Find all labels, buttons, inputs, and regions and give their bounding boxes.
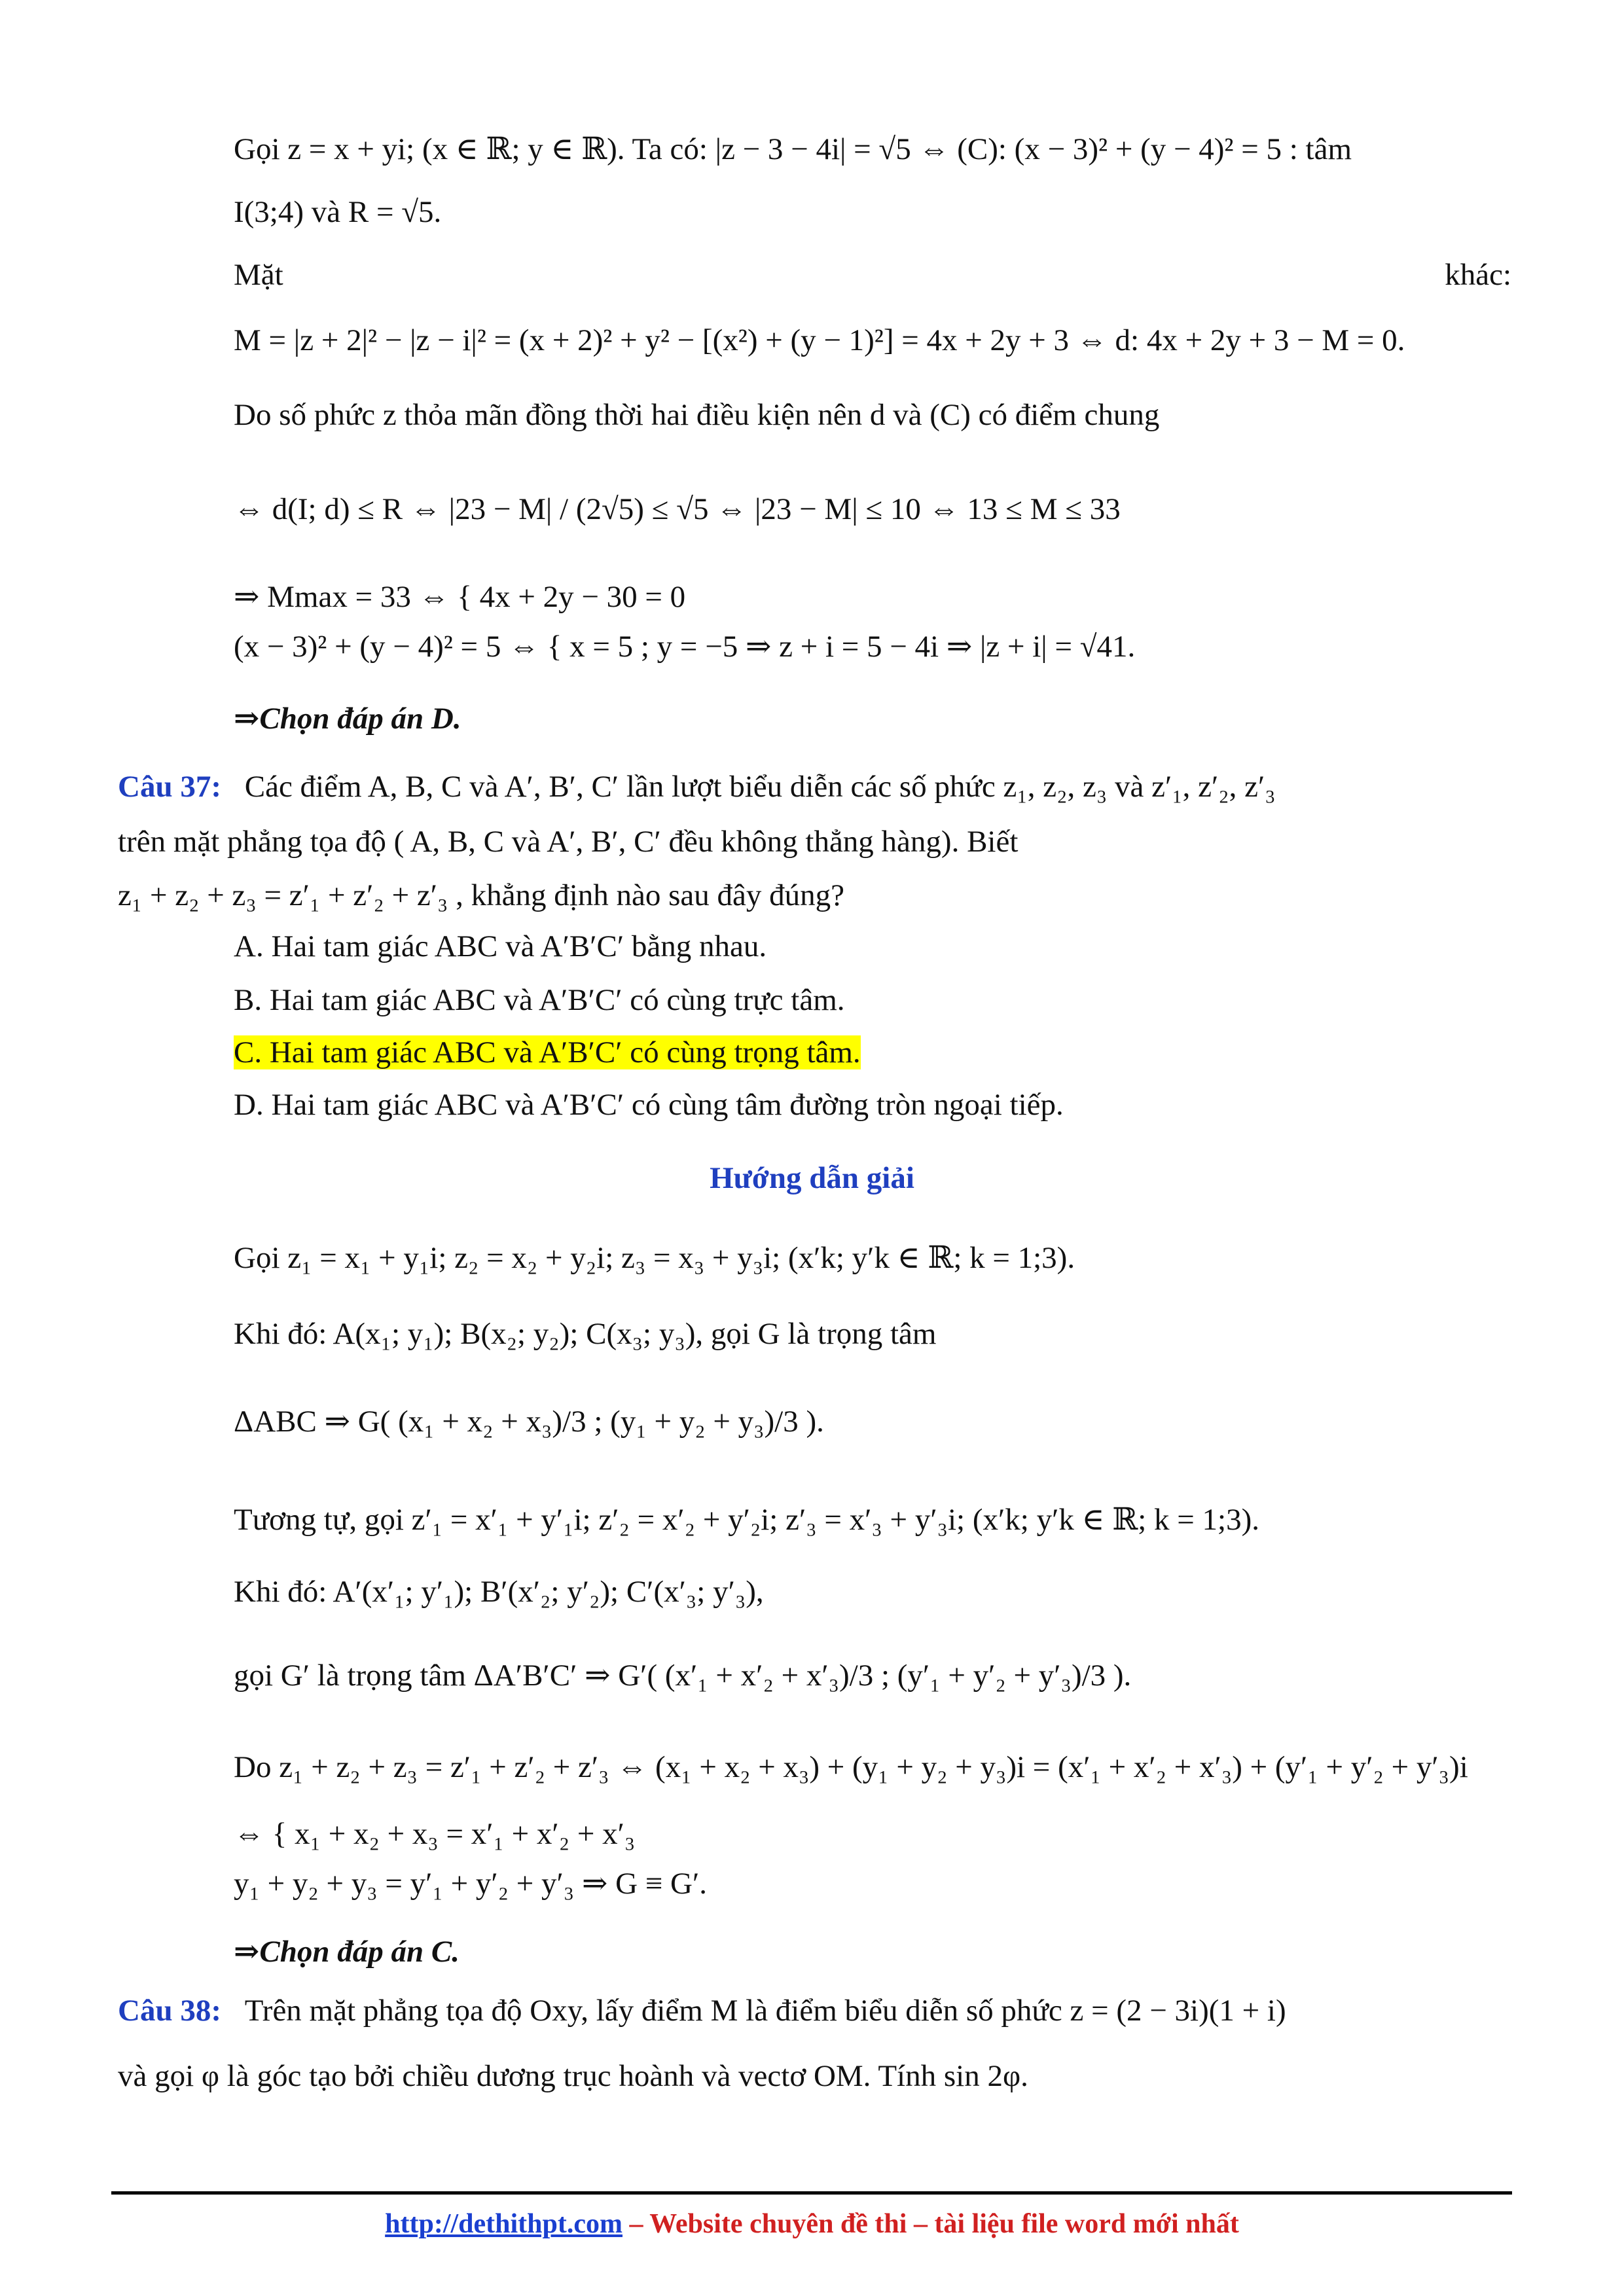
question-text: trên mặt phẳng tọa độ ( A, B, C và A′, B′, C′ đều không thẳng hàng). Biết (118, 825, 1019, 859)
solution-line: ΔABC ⇒ G( (x₁ + x₂ + x₃)/3 ; (y₁ + y₂ + y₃)/3 ). (234, 1405, 824, 1439)
solution-heading: Hướng dẫn giải (710, 1161, 914, 1195)
solution-line: Do số phức z thỏa mãn đồng thời hai điều kiện nên d và (C) có điểm chung (234, 398, 1160, 432)
correct-option-highlight: C. Hai tam giác ABC và A′B′C′ có cùng trọng tâm. (234, 1035, 861, 1069)
solution-line: gọi G′ là trọng tâm ΔA′B′C′ ⇒ G′( (x′₁ + x′₂ + x′₃)/3 ; (y′₁ + y′₂ + y′₃)/3 ). (234, 1659, 1132, 1693)
question-label: Câu 37: (118, 770, 221, 804)
solution-word: khác: (1445, 258, 1511, 292)
question-text: z₁ + z₂ + z₃ = z′₁ + z′₂ + z′₃ , khẳng định nào sau đây đúng? (118, 878, 845, 912)
option-c (234, 1031, 861, 1073)
solution-line: ⇔ d(I; d) ≤ R ⇔ |23 − M| / (2√5) ≤ √5 ⇔ |23 − M| ≤ 10 ⇔ 13 ≤ M ≤ 33 (234, 492, 1121, 526)
solution-line: M = |z + 2|² − |z − i|² = (x + 2)² + y² − [(x²) + (y − 1)²] = 4x + 2y + 3 ⇔ d: 4x + 2y + 3 − M = 0. (234, 323, 1405, 357)
answer-choice-line: ⇒Chọn đáp án C. (234, 1935, 460, 1969)
solution-word: Mặt (234, 258, 283, 292)
footer-link[interactable]: http://dethithpt.com (385, 2209, 623, 2239)
question-38-line (118, 1990, 1286, 2032)
question-label: Câu 38: (118, 1994, 221, 2028)
solution-line: Tương tự, gọi z′₁ = x′₁ + y′₁i; z′₂ = x′₂ + y′₂i; z′₃ = x′₃ + y′₃i; (x′k; y′k ∈ ℝ; k = 1;3). (234, 1503, 1259, 1537)
question-text: Các điểm A, B, C và A′, B′, C′ lần lượt biểu diễn các số phức z₁, z₂, z₃ và z′₁, z′₂, z′₃ (244, 770, 1276, 804)
solution-line: Gọi z₁ = x₁ + y₁i; z₂ = x₂ + y₂i; z₃ = x₃ + y₃i; (x′k; y′k ∈ ℝ; k = 1;3). (234, 1241, 1075, 1275)
footer-divider (111, 2191, 1512, 2195)
solution-line: Khi đó: A(x₁; y₁); B(x₂; y₂); C(x₃; y₃), gọi G là trọng tâm (234, 1317, 937, 1351)
solution-line: Khi đó: A′(x′₁; y′₁); B′(x′₂; y′₂); C′(x′₃; y′₃), (234, 1575, 764, 1609)
solution-line: (x − 3)² + (y − 4)² = 5 ⇔ { x = 5 ; y = −5 ⇒ z + i = 5 − 4i ⇒ |z + i| = √41. (234, 630, 1136, 664)
solution-line: ⇔ { x₁ + x₂ + x₃ = x′₁ + x′₂ + x′₃ (234, 1817, 636, 1851)
question-text: và gọi φ là góc tạo bởi chiều dương trục hoành và vectơ OM. Tính sin 2φ. (118, 2059, 1028, 2093)
page-footer (0, 2206, 1624, 2242)
solution-line: ⇒ Mmax = 33 ⇔ { 4x + 2y − 30 = 0 (234, 580, 686, 614)
option-b: B. Hai tam giác ABC và A′B′C′ có cùng trực tâm. (234, 983, 845, 1017)
option-d: D. Hai tam giác ABC và A′B′C′ có cùng tâm đường tròn ngoại tiếp. (234, 1088, 1064, 1122)
footer-text: – Website chuyên đề thi – tài liệu file word mới nhất (623, 2209, 1239, 2239)
question-text: Trên mặt phẳng tọa độ Oxy, lấy điểm M là điểm biểu diễn số phức z = (2 − 3i)(1 + i) (244, 1994, 1286, 2028)
answer-choice-line: ⇒Chọn đáp án D. (234, 702, 461, 736)
solution-line: I(3;4) và R = √5. (234, 195, 442, 229)
option-a: A. Hai tam giác ABC và A′B′C′ bằng nhau. (234, 929, 767, 963)
solution-line (234, 254, 1511, 296)
question-37-line (118, 766, 1276, 808)
solution-line: y₁ + y₂ + y₃ = y′₁ + y′₂ + y′₃ ⇒ G ≡ G′. (234, 1867, 707, 1901)
solution-line: Gọi z = x + yi; (x ∈ ℝ; y ∈ ℝ). Ta có: |z − 3 − 4i| = √5 ⇔ (C): (x − 3)² + (y − 4)² = 5 : tâm (234, 132, 1352, 166)
solution-line: Do z₁ + z₂ + z₃ = z′₁ + z′₂ + z′₃ ⇔ (x₁ + x₂ + x₃) + (y₁ + y₂ + y₃)i = (x′₁ + x′₂ + x′₃) + (y′₁ + y′₂ + y′₃)i (234, 1750, 1468, 1784)
